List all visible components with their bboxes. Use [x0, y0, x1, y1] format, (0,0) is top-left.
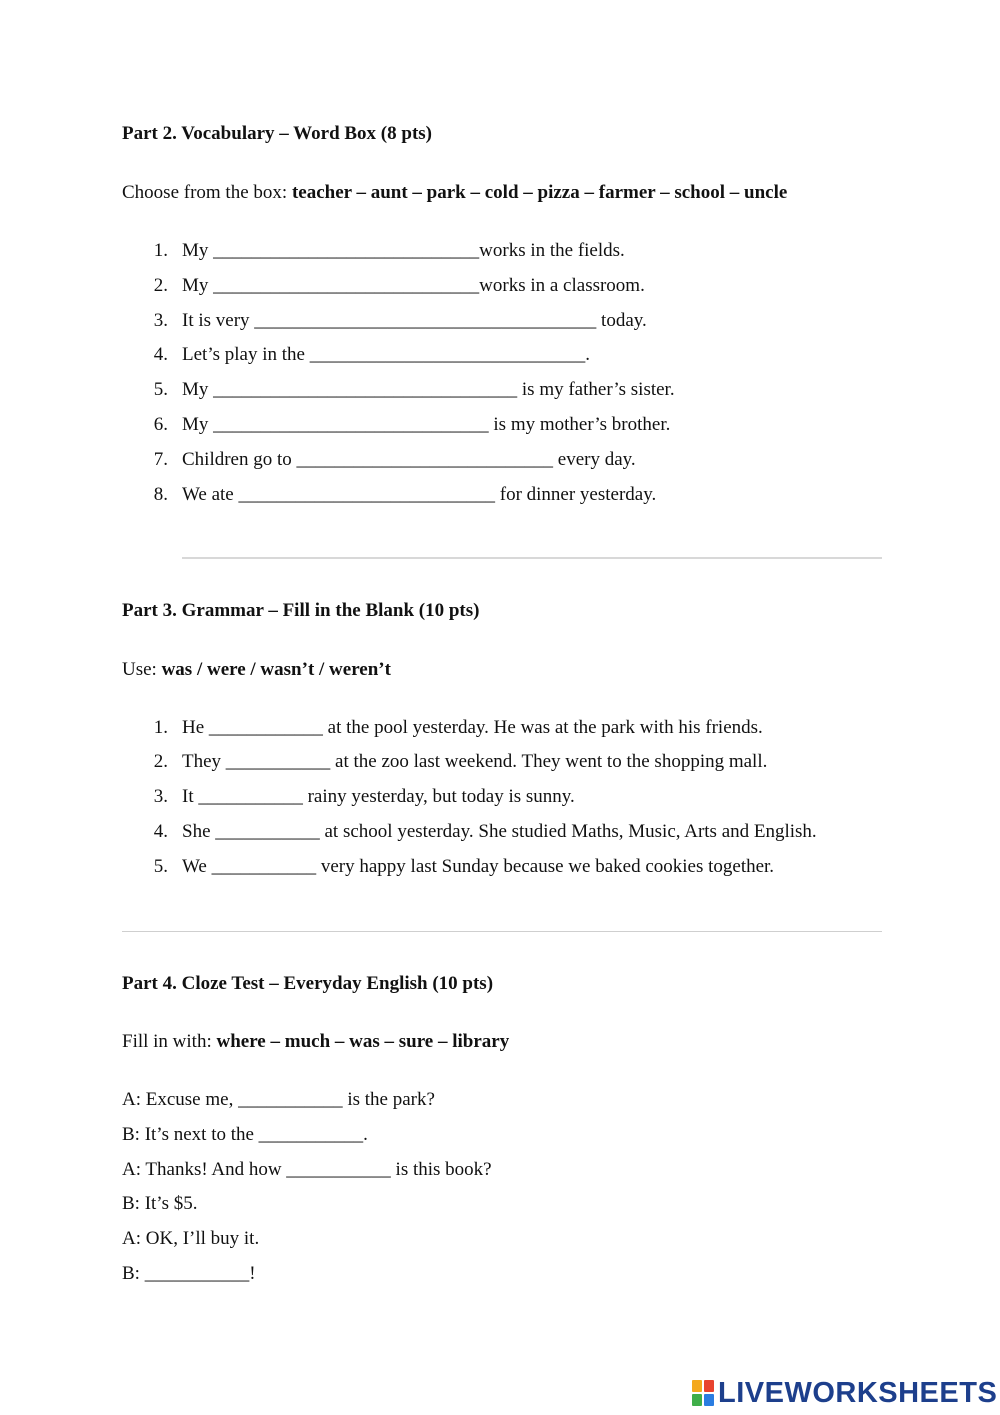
item-number: 2. [153, 751, 168, 772]
item-number: 4. [153, 344, 168, 365]
part4-instruction-prefix: Fill in with: [122, 1031, 217, 1052]
dialogue-line[interactable]: A: Excuse me, ___________ is the park? [122, 1089, 435, 1110]
item-number: 2. [153, 275, 168, 296]
part4-options: where – much – was – sure – library [216, 1031, 510, 1052]
item-text[interactable]: She ___________ at school yesterday. She studied Maths, Music, Arts and English. [182, 821, 817, 842]
list-item [150, 483, 657, 507]
part2-instruction-prefix: Choose from the box: [122, 182, 292, 203]
part3-instruction [122, 658, 391, 682]
list-item [150, 716, 763, 740]
section-divider [122, 931, 882, 932]
part2-heading: Part 2. Vocabulary – Word Box (8 pts) [122, 123, 433, 144]
part4-instruction [122, 1030, 509, 1054]
logo-text: LIVEWORKSHEETS [718, 1376, 998, 1409]
part2-word-box: teacher – aunt – park – cold – pizza – farmer – school – uncle [291, 182, 788, 203]
item-text[interactable]: We ate ___________________________ for dinner yesterday. [182, 484, 657, 505]
list-item [150, 785, 575, 809]
part4-heading: Part 4. Cloze Test – Everyday English (10 pts) [122, 973, 494, 994]
part2-instruction [122, 181, 787, 205]
liveworksheets-logo [692, 1378, 997, 1408]
liveworksheets-logo-icon [692, 1380, 714, 1406]
list-item [150, 309, 647, 333]
list-item [150, 239, 625, 263]
dialogue-line[interactable]: B: ___________! [122, 1263, 256, 1284]
list-item [150, 855, 775, 879]
item-number: 3. [153, 310, 168, 331]
list-item [150, 820, 817, 844]
part3-heading: Part 3. Grammar – Fill in the Blank (10 pts) [122, 600, 480, 621]
list-item [150, 274, 645, 298]
item-text[interactable]: He ____________ at the pool yesterday. He was at the park with his friends. [182, 717, 763, 738]
dialogue-line: B: It’s $5. [122, 1193, 198, 1214]
item-text[interactable]: My ________________________________ is my father’s sister. [182, 379, 675, 400]
list-item [150, 413, 671, 437]
item-text[interactable]: It is very ____________________________________ today. [182, 310, 647, 331]
item-text[interactable]: My ____________________________works in a classroom. [182, 275, 645, 296]
list-item [150, 750, 768, 774]
dialogue-line[interactable]: A: Thanks! And how ___________ is this book? [122, 1159, 492, 1180]
section-divider [182, 557, 882, 559]
item-number: 6. [153, 414, 168, 435]
item-number: 5. [153, 379, 168, 400]
list-item [150, 448, 636, 472]
item-text[interactable]: Children go to ___________________________ every day. [182, 449, 636, 470]
item-number: 3. [153, 786, 168, 807]
item-text[interactable]: Let’s play in the _____________________________. [182, 344, 590, 365]
item-number: 8. [153, 484, 168, 505]
dialogue-line: A: OK, I’ll buy it. [122, 1228, 260, 1249]
part3-options: was / were / wasn’t / weren’t [161, 659, 391, 680]
item-number: 5. [153, 856, 168, 877]
item-number: 1. [153, 717, 168, 738]
part3-instruction-prefix: Use: [122, 659, 162, 680]
item-text[interactable]: My ____________________________works in the fields. [182, 240, 625, 261]
item-text[interactable]: It ___________ rainy yesterday, but today is sunny. [182, 786, 575, 807]
item-number: 7. [153, 449, 168, 470]
dialogue-line[interactable]: B: It’s next to the ___________. [122, 1124, 368, 1145]
item-text[interactable]: We ___________ very happy last Sunday because we baked cookies together. [182, 856, 775, 877]
item-number: 4. [153, 821, 168, 842]
item-text[interactable]: My _____________________________ is my mother’s brother. [182, 414, 671, 435]
item-number: 1. [153, 240, 168, 261]
list-item [150, 343, 590, 367]
list-item [150, 378, 675, 402]
item-text[interactable]: They ___________ at the zoo last weekend. They went to the shopping mall. [182, 751, 768, 772]
